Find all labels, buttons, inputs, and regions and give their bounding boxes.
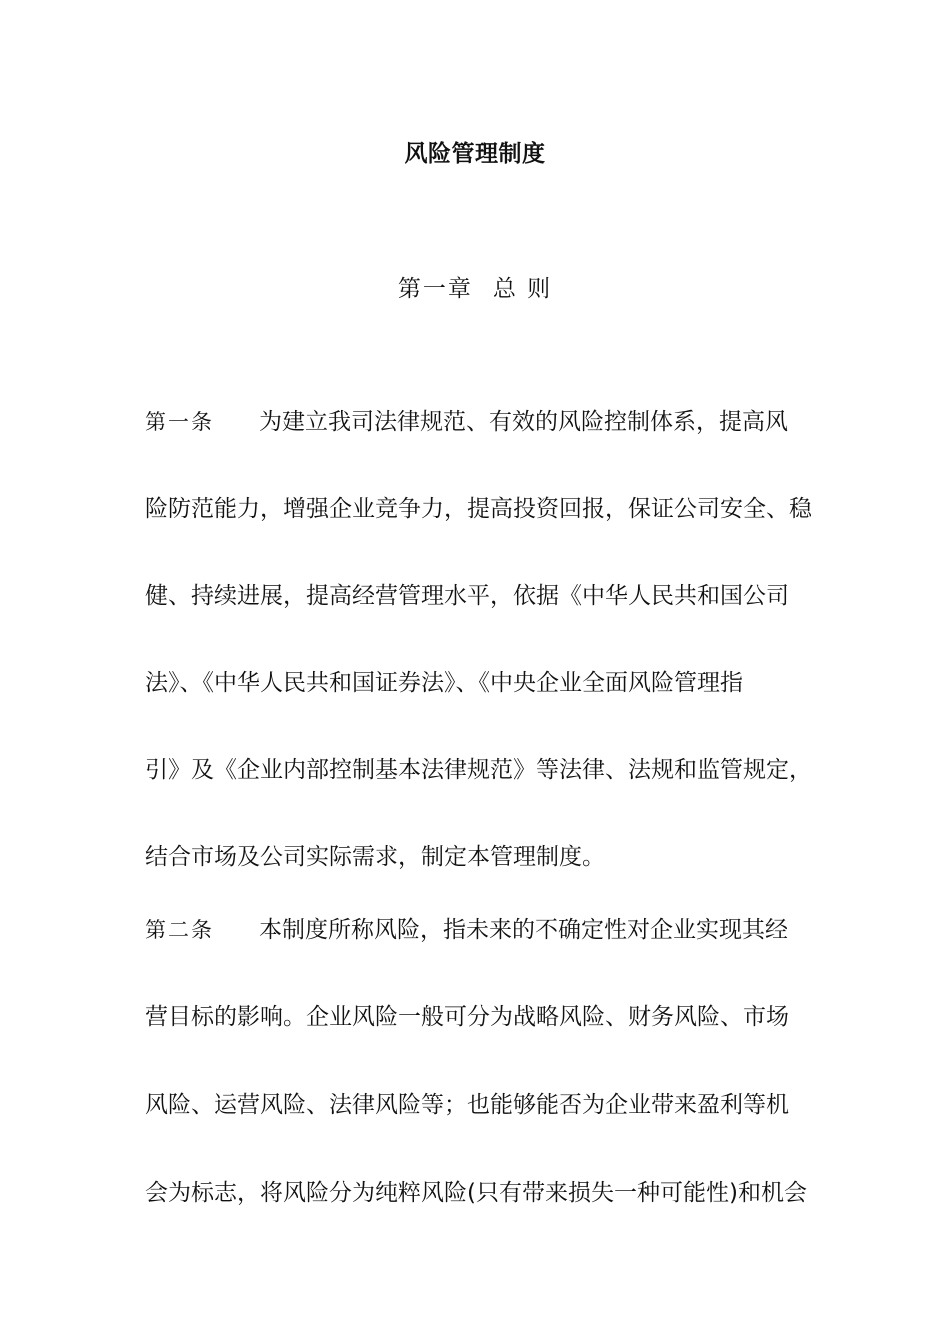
article-2-text-1: 本制度所称风险，指未来的不确定性对企业实现其经: [259, 917, 788, 943]
article-2-line-3: 风险、运营风险、法律风险等；也能够能否为企业带来盈利等机: [145, 1092, 789, 1118]
article-1-text-1: 为建立我司法律规范、有效的风险控制体系，提高风: [259, 409, 788, 435]
article-1-line-2: 险防范能力，增强企业竞争力，提高投资回报，保证公司安全、稳: [145, 496, 812, 522]
chapter-heading: [0, 270, 950, 303]
article-1-line-1: [145, 407, 825, 437]
article-2-line-4: 会为标志，将风险分为纯粹风险(只有带来损失一种可能性)和机会: [145, 1180, 807, 1206]
article-1-label: 第一条: [145, 410, 214, 434]
article-2-line-2: 营目标的影响。企业风险一般可分为战略风险、财务风险、市场: [145, 1004, 789, 1030]
document-title: 风险管理制度: [404, 141, 546, 167]
chapter-name: 总 则: [492, 276, 553, 302]
article-1-line-3: 健、持续进展，提高经营管理水平，依据《中华人民共和国公司: [145, 583, 789, 609]
article-1-line-4: 法》、《中华人民共和国证券法》、《中央企业全面风险管理指: [145, 670, 743, 696]
article-1-line-5: 引》及《企业内部控制基本法律规范》等法律、法规和监管规定，: [145, 757, 812, 783]
article-2-line-1: [145, 915, 825, 945]
chapter-number: 第一章: [397, 276, 473, 302]
article-2-label: 第二条: [145, 918, 214, 942]
article-1-line-6: 结合市场及公司实际需求，制定本管理制度。: [145, 844, 605, 870]
